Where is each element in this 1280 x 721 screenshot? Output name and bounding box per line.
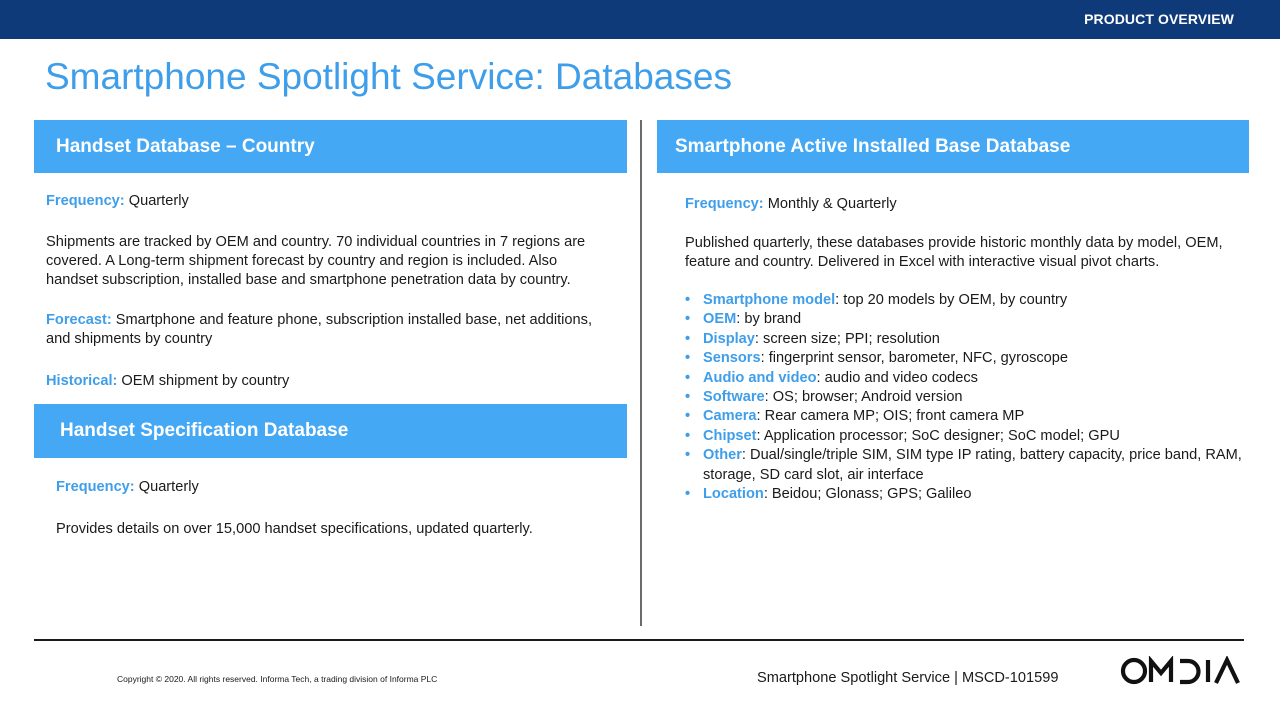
list-item-label: Location xyxy=(703,486,764,503)
list-item-text: : Beidou; Glonass; GPS; Galileo xyxy=(763,486,972,503)
list-item-text: : Rear camera MP; OIS; front camera MP xyxy=(756,408,1025,425)
footer-doc-title: Smartphone Spotlight Service | MSCD-101599 xyxy=(757,670,1059,686)
country-description: Shipments are tracked by OEM and country. 70 individual countries in 7 regions are covered. A Long-term shipment forecast by country and region is included. Also handset subscription, installed base and smartphone penetration data by country. xyxy=(46,234,586,288)
list-item-text: : audio and video codecs xyxy=(816,369,978,386)
omdia-logo xyxy=(1120,656,1244,686)
top-banner xyxy=(0,0,1280,39)
country-historical xyxy=(46,372,606,391)
list-item xyxy=(685,369,1245,388)
copyright-text: Copyright © 2020. All rights reserved. Informa Tech, a trading division of Informa PLC xyxy=(117,674,438,684)
bullet-icon: • xyxy=(685,408,691,425)
installed-base-frequency-label: Frequency: xyxy=(685,196,764,212)
list-item-label: OEM xyxy=(703,311,737,328)
installed-base-frequency xyxy=(685,195,1245,214)
bullet-icon: • xyxy=(685,292,691,308)
list-item-text: : top 20 models by OEM, by country xyxy=(835,292,1068,308)
list-item xyxy=(685,291,1245,310)
list-item-text: : by brand xyxy=(736,311,802,328)
bullet-icon: • xyxy=(685,427,691,444)
bullet-icon: • xyxy=(685,369,691,386)
list-item xyxy=(685,349,1245,368)
product-overview-tag: PRODUCT OVERVIEW xyxy=(1084,11,1234,27)
list-item-label: Other xyxy=(703,447,742,464)
list-item-label: Software xyxy=(703,389,765,406)
list-item-label: Audio and video xyxy=(703,369,817,386)
handset-spec-heading: Handset Specification Database xyxy=(60,420,349,441)
bullet-icon: • xyxy=(685,350,691,367)
country-frequency xyxy=(46,192,616,211)
list-item xyxy=(685,446,1245,485)
installed-base-description: Published quarterly, these databases provide historic monthly data by model, OEM, feature and country. Delivered in Excel with interactive visual pivot charts. xyxy=(685,235,1223,270)
feature-list xyxy=(685,291,1245,504)
country-historical-label: Historical: xyxy=(46,373,118,389)
country-frequency-value: Quarterly xyxy=(124,193,189,209)
column-divider xyxy=(640,120,642,626)
list-item xyxy=(685,388,1245,407)
list-item-text: : fingerprint sensor, barometer, NFC, gyroscope xyxy=(760,350,1069,367)
spec-frequency xyxy=(56,478,616,497)
list-item-text: : screen size; PPI; resolution xyxy=(754,330,940,347)
bullet-icon: • xyxy=(685,447,691,464)
bullet-icon: • xyxy=(685,311,691,328)
spec-frequency-label: Frequency: xyxy=(56,479,135,495)
handset-country-heading: Handset Database – Country xyxy=(56,135,315,157)
country-forecast-value: Smartphone and feature phone, subscription installed base, net additions, and shipments by country xyxy=(46,312,592,347)
installed-base-header xyxy=(657,120,1249,173)
list-item xyxy=(685,427,1245,446)
installed-base-heading: Smartphone Active Installed Base Database xyxy=(675,135,1071,157)
handset-country-header xyxy=(34,120,627,173)
country-historical-value: OEM shipment by country xyxy=(117,373,290,389)
bullet-icon: • xyxy=(685,330,691,347)
list-item-label: Chipset xyxy=(703,427,757,444)
installed-base-frequency-value: Monthly & Quarterly xyxy=(763,196,897,212)
list-item-label: Camera xyxy=(703,408,757,425)
list-item xyxy=(685,330,1245,349)
list-item-label: Sensors xyxy=(703,350,761,367)
list-item-text: : Application processor; SoC designer; SoC model; GPU xyxy=(756,427,1120,444)
page-title: Smartphone Spotlight Service: Databases xyxy=(45,56,732,97)
list-item xyxy=(685,310,1245,329)
list-item-label: Smartphone model xyxy=(703,292,836,308)
list-item-label: Display xyxy=(703,330,755,347)
list-item xyxy=(685,407,1245,426)
country-frequency-label: Frequency: xyxy=(46,193,125,209)
bullet-icon: • xyxy=(685,486,691,503)
handset-spec-header xyxy=(34,404,627,458)
list-item-text: : OS; browser; Android version xyxy=(764,389,963,406)
footer-divider xyxy=(34,639,1244,641)
country-forecast xyxy=(46,311,606,349)
list-item xyxy=(685,485,1245,504)
list-item-text: : Dual/single/triple SIM, SIM type IP rating, battery capacity, price band, RAM, storage, SD card slot, air interface xyxy=(703,447,1242,483)
spec-frequency-value: Quarterly xyxy=(134,479,199,495)
country-forecast-label: Forecast: xyxy=(46,312,112,328)
spec-description: Provides details on over 15,000 handset specifications, updated quarterly. xyxy=(56,521,533,537)
bullet-icon: • xyxy=(685,389,691,406)
